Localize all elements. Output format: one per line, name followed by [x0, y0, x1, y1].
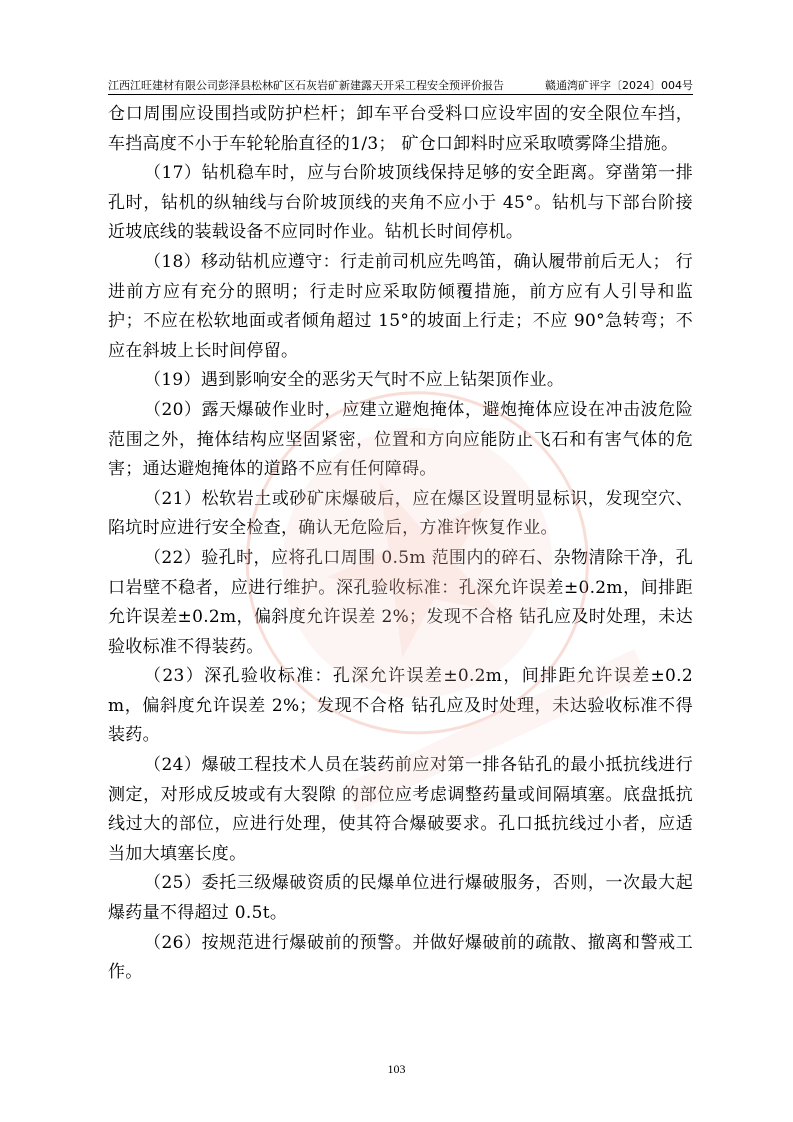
header-rule — [108, 94, 693, 95]
paragraph: （26）按规范进行爆破前的预警。并做好爆破前的疏散、撤离和警戒工作。 — [108, 932, 693, 983]
paragraph: （22）验孔时，应将孔口周围 0.5m 范围内的碎石、杂物清除干净，孔口岩壁不稳者，应进行维护。深孔验收标准：孔深允许误差±0.2m，间排距允许误差±0.2m，偏斜度允许误差 2%；发现不合格 钻孔应及时处理，未达验收标准不得装药。 — [108, 547, 693, 657]
report-title: 江西江旺建材有限公司彭泽县松林矿区石灰岩矿新建露天开采工程安全预评价报告 — [108, 79, 504, 92]
paragraph: （24）爆破工程技术人员在装药前应对第一排各钻孔的最小抵抗线进行测定，对形成反坡或有大裂隙 的部位应考虑调整药量或间隔填塞。底盘抵抗线过大的部位，应进行处理，使其符合爆破要求。孔口抵抗线过小者，应适当加大填塞长度。 — [108, 755, 693, 864]
paragraph: （25）委托三级爆破资质的民爆单位进行爆破服务，否则，一次最大起爆药量不得超过 0.5t。 — [108, 873, 693, 924]
page-number: 103 — [387, 1062, 406, 1076]
page-header — [108, 78, 693, 94]
paragraph: 仓口周围应设围挡或防护栏杆；卸车平台受料口应设牢固的安全限位车挡，车挡高度不小于车轮轮胎直径的1/3； 矿仓口卸料时应采取喷雾降尘措施。 — [108, 104, 693, 154]
paragraph: （18）移动钻机应遵守：行走前司机应先鸣笛，确认履带前后无人； 行进前方应有充分的照明；行走时应采取防倾覆措施，前方应有人引导和监护；不应在松软地面或者倾角超过 15°的坡面上行走；不应 90°急转弯；不应在斜坡上长时间停留。 — [108, 251, 693, 361]
paragraph: （19）遇到影响安全的恶劣天气时不应上钻架顶作业。 — [144, 370, 565, 391]
document-body — [108, 100, 693, 988]
paragraph: （20）露天爆破作业时，应建立避炮掩体，避炮掩体应设在冲击波危险范围之外，掩体结构应坚固紧密，位置和方向应能防止飞石和有害气体的危害；通达避炮掩体的道路不应有任何障碍。 — [108, 399, 693, 480]
paragraph: （23）深孔验收标准：孔深允许误差±0.2m，间排距允许误差±0.2m，偏斜度允许误差 2%；发现不合格 钻孔应及时处理，未达验收标准不得装药。 — [108, 666, 693, 746]
paragraph: （21）松软岩土或砂矿床爆破后，应在爆区设置明显标识，发现空穴、陷坑时应进行安全检查，确认无危险后，方准许恢复作业。 — [108, 488, 693, 539]
document-number: 赣通湾矿评字〔2024〕004号 — [545, 79, 693, 92]
paragraph: （17）钻机稳车时，应与台阶坡顶线保持足够的安全距离。穿凿第一排孔时，钻机的纵轴线与台阶坡顶线的夹角不应小于 45°。钻机与下部台阶接近坡底线的装载设备不应同时作业。钻机长时间停机。 — [108, 163, 693, 243]
